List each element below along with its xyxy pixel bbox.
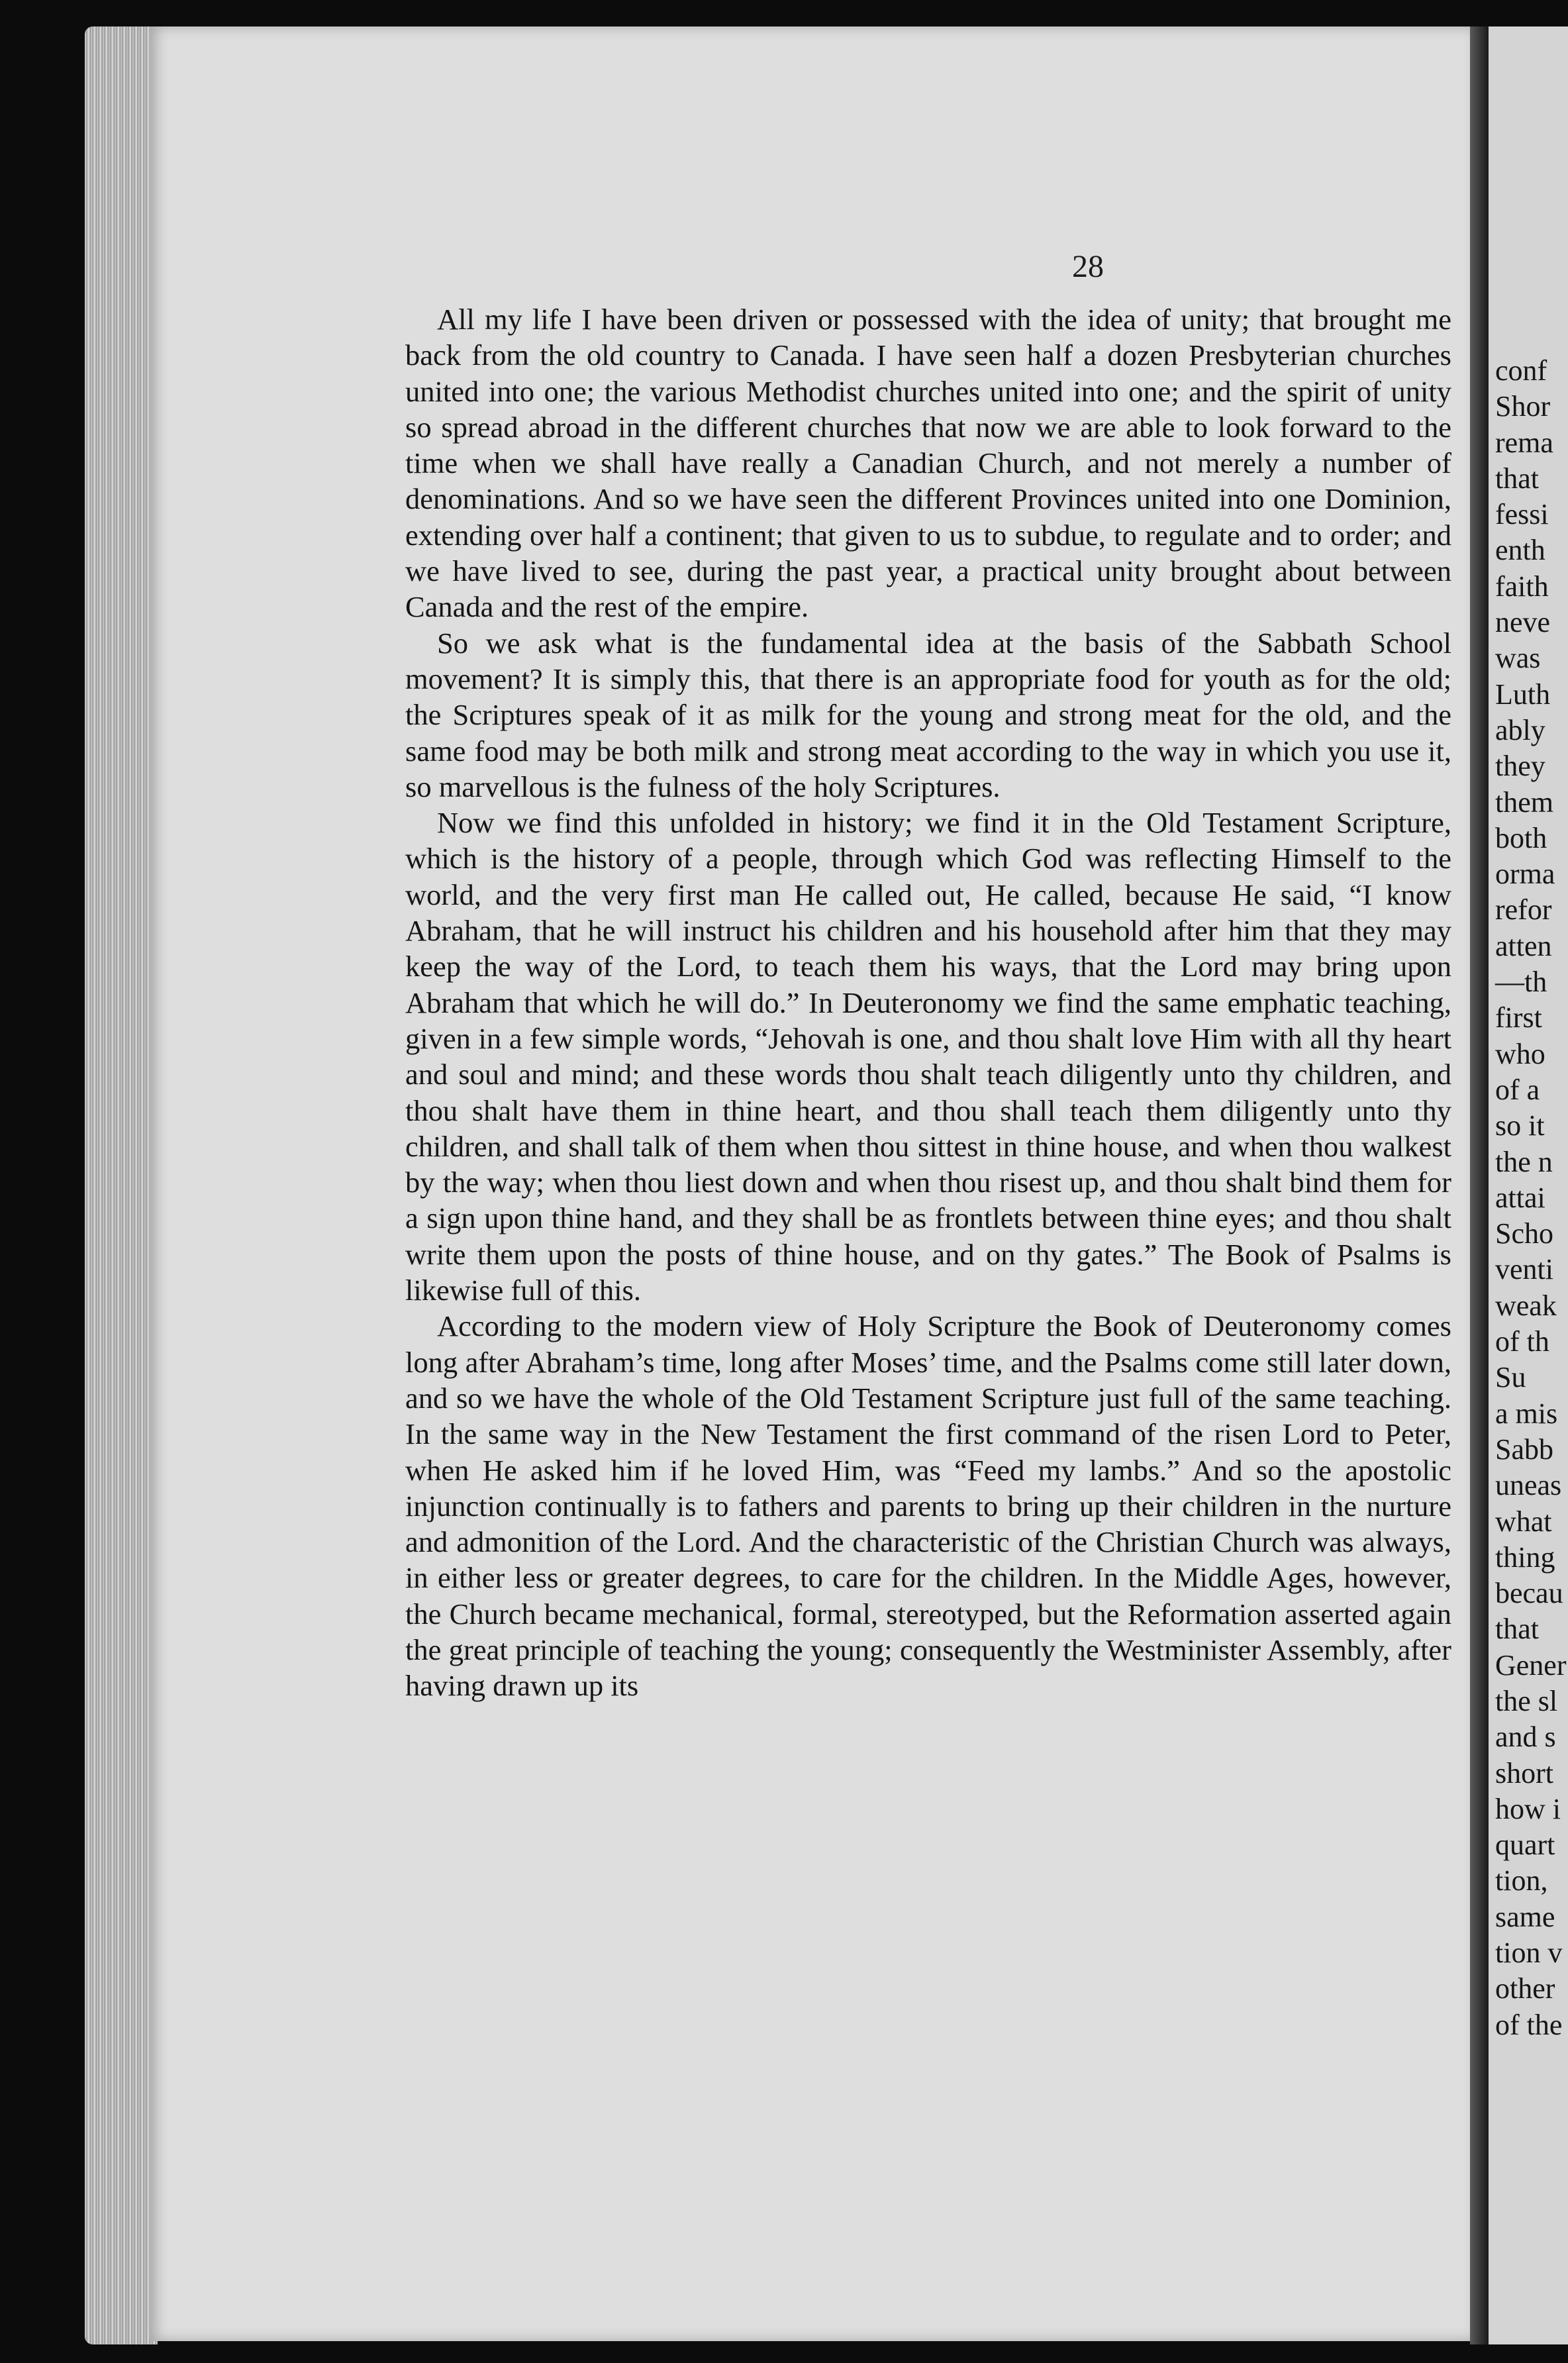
facing-page-line: that (1495, 462, 1539, 495)
facing-page-line: they (1495, 750, 1545, 783)
facing-page-line: faith (1495, 570, 1549, 603)
facing-page-line: refor (1495, 893, 1552, 927)
facing-page-line: ably (1495, 713, 1545, 746)
facing-page-line: Shor (1495, 390, 1551, 423)
facing-page-line: them (1495, 785, 1553, 819)
facing-page-line: that (1495, 1613, 1539, 1646)
paragraph: All my life I have been driven or possessed with the idea of unity; that brought me back from the old country to Canada. I have seen half a dozen Presbyterian churches united into one; the various Methodist churches united into one; and the spirit of unity so spread abroad in the different churches that now we are able to look forward to the time when we shall have really a Canadian Church, and not merely a number of denominations. And so we have seen the different Provinces united into one Dominion, extending over half a continent; that given to us to subdue, to regulate and to order; and we have lived to see, during the past year, a practical unity brought about between Canada and the rest of the empire. (405, 303, 1451, 624)
facing-page-line: how i (1495, 1792, 1561, 1825)
facing-page-line: quart (1495, 1829, 1555, 1862)
facing-page-line: conf (1495, 354, 1547, 387)
paragraph: So we ask what is the fundamental idea at the basis of the Sabbath School movement? It is simply this, that there is an appropriate food for youth as for the old; the Scriptures speak of it as milk for the young and strong meat for the old, and the same food may be both milk and strong meat according to the way in which you use it, so marvellous is the fulness of the holy Scriptures. (405, 626, 1451, 803)
page-body-text (405, 301, 1451, 1704)
paragraph: According to the modern view of Holy Scripture the Book of Deuteronomy comes long after Abraham’s time, long after Moses’ time, and the Psalms come still later down, and so we have the whole of the Old Testament Scripture just full of the same teaching. In the same way in the New Testament the first command of the risen Lord to Peter, when He asked him if he loved Him, was “Feed my lambs.” And so the apostolic injunction continually is to fathers and parents to bring up their children in the nurture and admonition of the Lord. And the characteristic of the Christian Church was always, in either less or greater degrees, to care for the children. In the Middle Ages, however, the Church became mechanical, formal, stereotyped, but the Reformation asserted again the great principle of teaching the young; consequently the Westminister Assembly, after having drawn up its (405, 1309, 1451, 1703)
facing-page-line: short (1495, 1756, 1553, 1789)
facing-page-line: uneas (1495, 1469, 1562, 1502)
page-number: 28 (1072, 249, 1104, 284)
page-edge-stack (85, 26, 158, 2344)
facing-page-line: first (1495, 1001, 1542, 1034)
facing-page-line: attai (1495, 1181, 1545, 1214)
facing-page-line: orma (1495, 858, 1555, 891)
facing-page-line: Luth (1495, 678, 1551, 711)
facing-page-line: enth (1495, 534, 1545, 567)
facing-page-line: the sl (1495, 1684, 1558, 1717)
facing-page-line: —th (1495, 966, 1547, 999)
facing-page-line: both (1495, 821, 1547, 854)
facing-page-line: neve (1495, 606, 1551, 639)
facing-page-line: tion, (1495, 1864, 1548, 1897)
facing-page-line: Su (1495, 1361, 1526, 1394)
facing-page-line: thing (1495, 1540, 1555, 1574)
facing-page-line: Scho (1495, 1217, 1553, 1250)
facing-page-line: Gener (1495, 1648, 1567, 1682)
facing-page-line: what (1495, 1505, 1552, 1538)
facing-page-line: who (1495, 1037, 1545, 1070)
facing-page-line: Sabb (1495, 1433, 1553, 1466)
facing-page-line: fessi (1495, 498, 1549, 531)
facing-page-line: a mis (1495, 1397, 1558, 1430)
facing-page-line: was (1495, 642, 1541, 675)
facing-page-line: venti (1495, 1253, 1553, 1286)
paragraph: Now we find this unfolded in history; we find it in the Old Testament Scripture, which is the history of a people, through which God was reflecting Himself to the world, and the very first man He called out, He called, because He said, “I know Abraham, that he will instruct his children and his household after him that they may keep the way of the Lord, to teach them his ways, that the Lord may bring upon Abraham that which he will do.” In Deuteronomy we find the same emphatic teaching, given in a few simple words, “Jehovah is one, and thou shalt love Him with all thy heart and soul and mind; and these words thou shalt teach diligently unto thy children, and thou shalt have them in thine heart, and thou shall teach them diligently unto thy children, and shall talk of them when thou sittest in thine house, and when thou walkest by the way; when thou liest down and when thou risest up, and thou shalt bind them for a sign upon thine hand, and they shall be as frontlets between thine eyes; and thou shalt write them upon the posts of thine house, and on thy gates.” The Book of Psalms is likewise full of this. (405, 806, 1451, 1307)
facing-page-line: same (1495, 1900, 1555, 1933)
facing-page-fragment (1489, 26, 1568, 2344)
facing-page-line: rema (1495, 426, 1553, 459)
facing-page-line: weak (1495, 1289, 1557, 1322)
facing-page-line: of th (1495, 1325, 1549, 1358)
facing-page-line: of a (1495, 1073, 1540, 1106)
facing-page-line: becau (1495, 1577, 1563, 1610)
facing-page-line: and s (1495, 1721, 1556, 1754)
facing-page-line: other (1495, 1972, 1555, 2005)
facing-page-line: tion v (1495, 1936, 1563, 1970)
book-gutter (1470, 26, 1489, 2344)
facing-page-line: atten (1495, 929, 1552, 962)
facing-page-line: of the (1495, 2008, 1563, 2041)
facing-page-line: so it (1495, 1109, 1545, 1142)
facing-page-lines (1495, 353, 1567, 2043)
facing-page-line: the n (1495, 1145, 1553, 1178)
